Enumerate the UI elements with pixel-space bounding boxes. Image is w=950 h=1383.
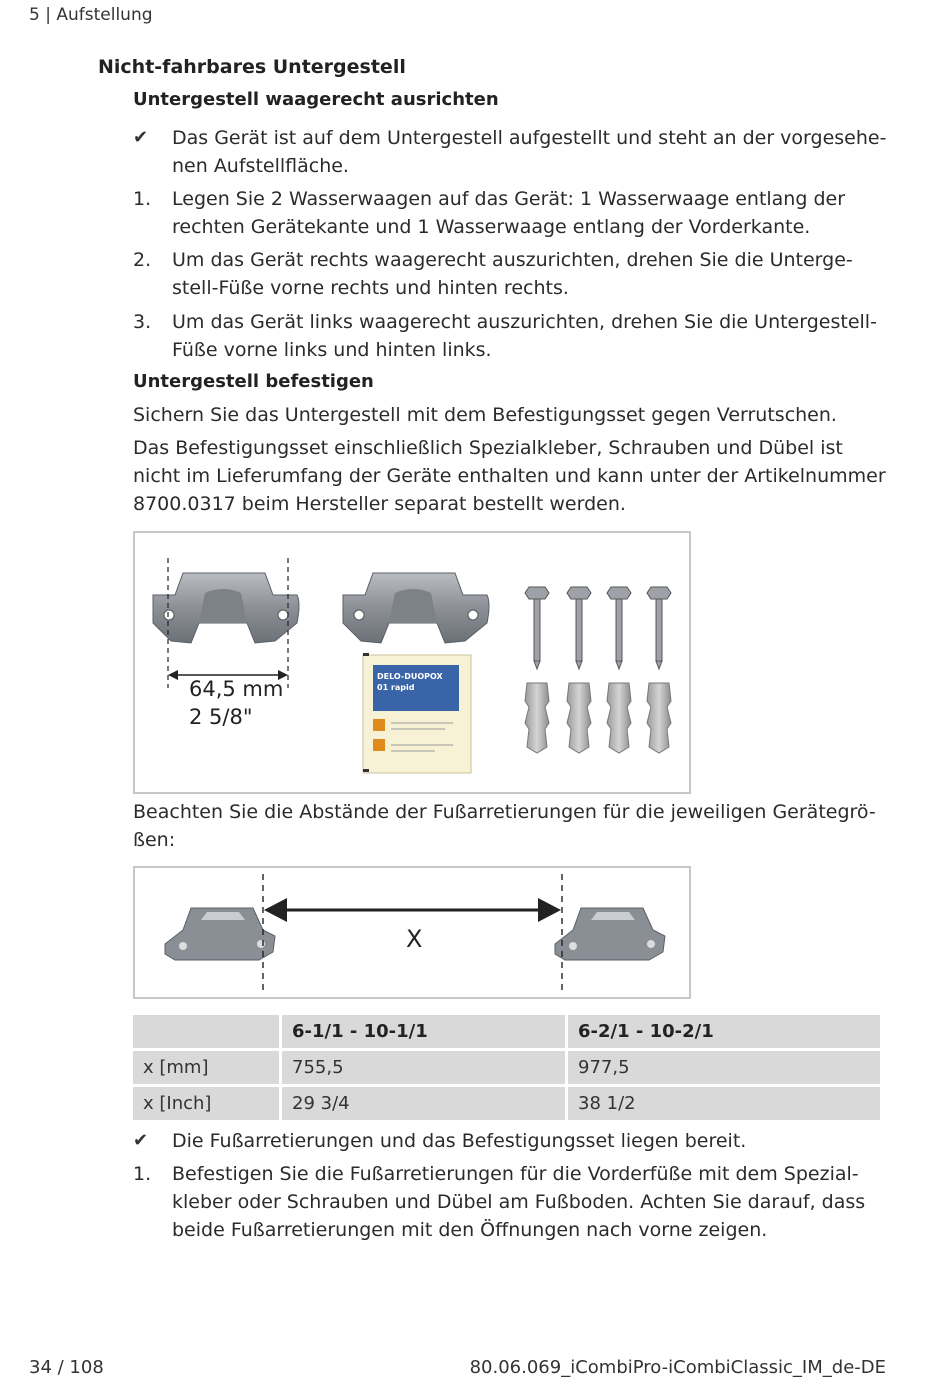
paragraph-distance <box>133 798 893 854</box>
table-cell: x [mm] <box>133 1051 279 1084</box>
precondition-line: Die Fußarretierungen und das Befestigungsset liegen bereit. <box>172 1130 747 1152</box>
glue-sub-label: 01 rapid <box>377 683 415 692</box>
step-line: Legen Sie 2 Wasserwaagen auf das Gerät: 1 Wasserwaage entlang der <box>172 188 846 210</box>
distance-illustration <box>135 868 689 997</box>
paragraph-kit-info <box>133 434 893 518</box>
paragraph-line: 8700.0317 beim Hersteller separat bestellt werden. <box>133 493 626 515</box>
precondition-line: Das Gerät ist auf dem Untergestell aufgestellt und steht an der vorgesehe- <box>172 127 887 149</box>
table-header-row <box>133 1015 880 1048</box>
table-cell: 38 1/2 <box>568 1087 880 1120</box>
foot-lock-bracket <box>343 573 489 643</box>
table-header-cell <box>133 1015 279 1048</box>
paragraph: Sichern Sie das Untergestell mit dem Befestigungsset gegen Verrutschen. <box>133 404 837 426</box>
paragraph-line: ßen: <box>133 829 176 851</box>
step-line: Befestigen Sie die Fußarretierungen für die Vorderfüße mit dem Spezial- <box>172 1163 859 1185</box>
step-number: 2. <box>133 249 152 271</box>
table-header-cell: 6-2/1 - 10-2/1 <box>568 1015 880 1048</box>
step-line: Füße vorne links und hinten links. <box>172 339 492 361</box>
foot-lock-right <box>555 908 665 960</box>
precondition-line: nen Aufstellfläche. <box>172 155 349 177</box>
distance-label: X <box>406 925 423 953</box>
fixing-kit-illustration <box>135 533 689 792</box>
step-number: 1. <box>133 188 152 210</box>
page-heading: Nicht-fahrbares Untergestell <box>98 56 406 78</box>
glue-package <box>363 653 471 773</box>
dowels <box>525 683 671 753</box>
step-line: beide Fußarretierungen mit den Öffnungen nach vorne zeigen. <box>172 1219 768 1241</box>
table-cell: 977,5 <box>568 1051 880 1084</box>
fixing-kit-figure <box>133 531 691 794</box>
table-cell: 755,5 <box>282 1051 565 1084</box>
distance-table <box>130 1012 883 1123</box>
paragraph-line: Das Befestigungsset einschließlich Spezialkleber, Schrauben und Dübel ist <box>133 437 843 459</box>
arrow-left-icon <box>264 898 287 922</box>
step-number: 1. <box>133 1163 152 1185</box>
step-number: 3. <box>133 311 152 333</box>
dimension-mm-label: 64,5 mm <box>189 677 284 701</box>
glue-brand-label: DELO-DUOPOX <box>377 672 443 681</box>
checkmark-icon: ✔ <box>133 1130 149 1151</box>
page-number: 34 / 108 <box>29 1357 104 1378</box>
arrow-right-icon <box>538 898 561 922</box>
section-title-fasten: Untergestell befestigen <box>133 371 374 392</box>
section-header: 5 | Aufstellung <box>29 5 153 25</box>
document-id: 80.06.069_iCombiPro-iCombiClassic_IM_de-DE <box>469 1357 886 1378</box>
foot-lock-bracket <box>153 573 299 643</box>
table-cell: x [Inch] <box>133 1087 279 1120</box>
dimension-inch-label: 2 5/8" <box>189 705 253 729</box>
checkmark-icon: ✔ <box>133 127 149 148</box>
step-line: stell-Füße vorne rechts und hinten rechts. <box>172 277 569 299</box>
section-title-align: Untergestell waagerecht ausrichten <box>133 89 499 110</box>
table-row <box>133 1051 880 1084</box>
paragraph-line: nicht im Lieferumfang der Geräte enthalten und kann unter der Artikelnummer <box>133 465 886 487</box>
table-cell: 29 3/4 <box>282 1087 565 1120</box>
table-row <box>133 1087 880 1120</box>
step-line: rechten Gerätekante und 1 Wasserwaage entlang der Vorderkante. <box>172 216 811 238</box>
foot-lock-left <box>165 908 275 960</box>
screws <box>525 587 671 669</box>
table-header-cell: 6-1/1 - 10-1/1 <box>282 1015 565 1048</box>
step-line: kleber oder Schrauben und Dübel am Fußboden. Achten Sie darauf, dass <box>172 1191 866 1213</box>
paragraph-line: Beachten Sie die Abstände der Fußarretierungen für die jeweiligen Gerätegrö- <box>133 801 876 823</box>
step-line: Um das Gerät rechts waagerecht auszurichten, drehen Sie die Unterge- <box>172 249 853 271</box>
step-line: Um das Gerät links waagerecht auszurichten, drehen Sie die Untergestell- <box>172 311 877 333</box>
distance-figure <box>133 866 691 999</box>
